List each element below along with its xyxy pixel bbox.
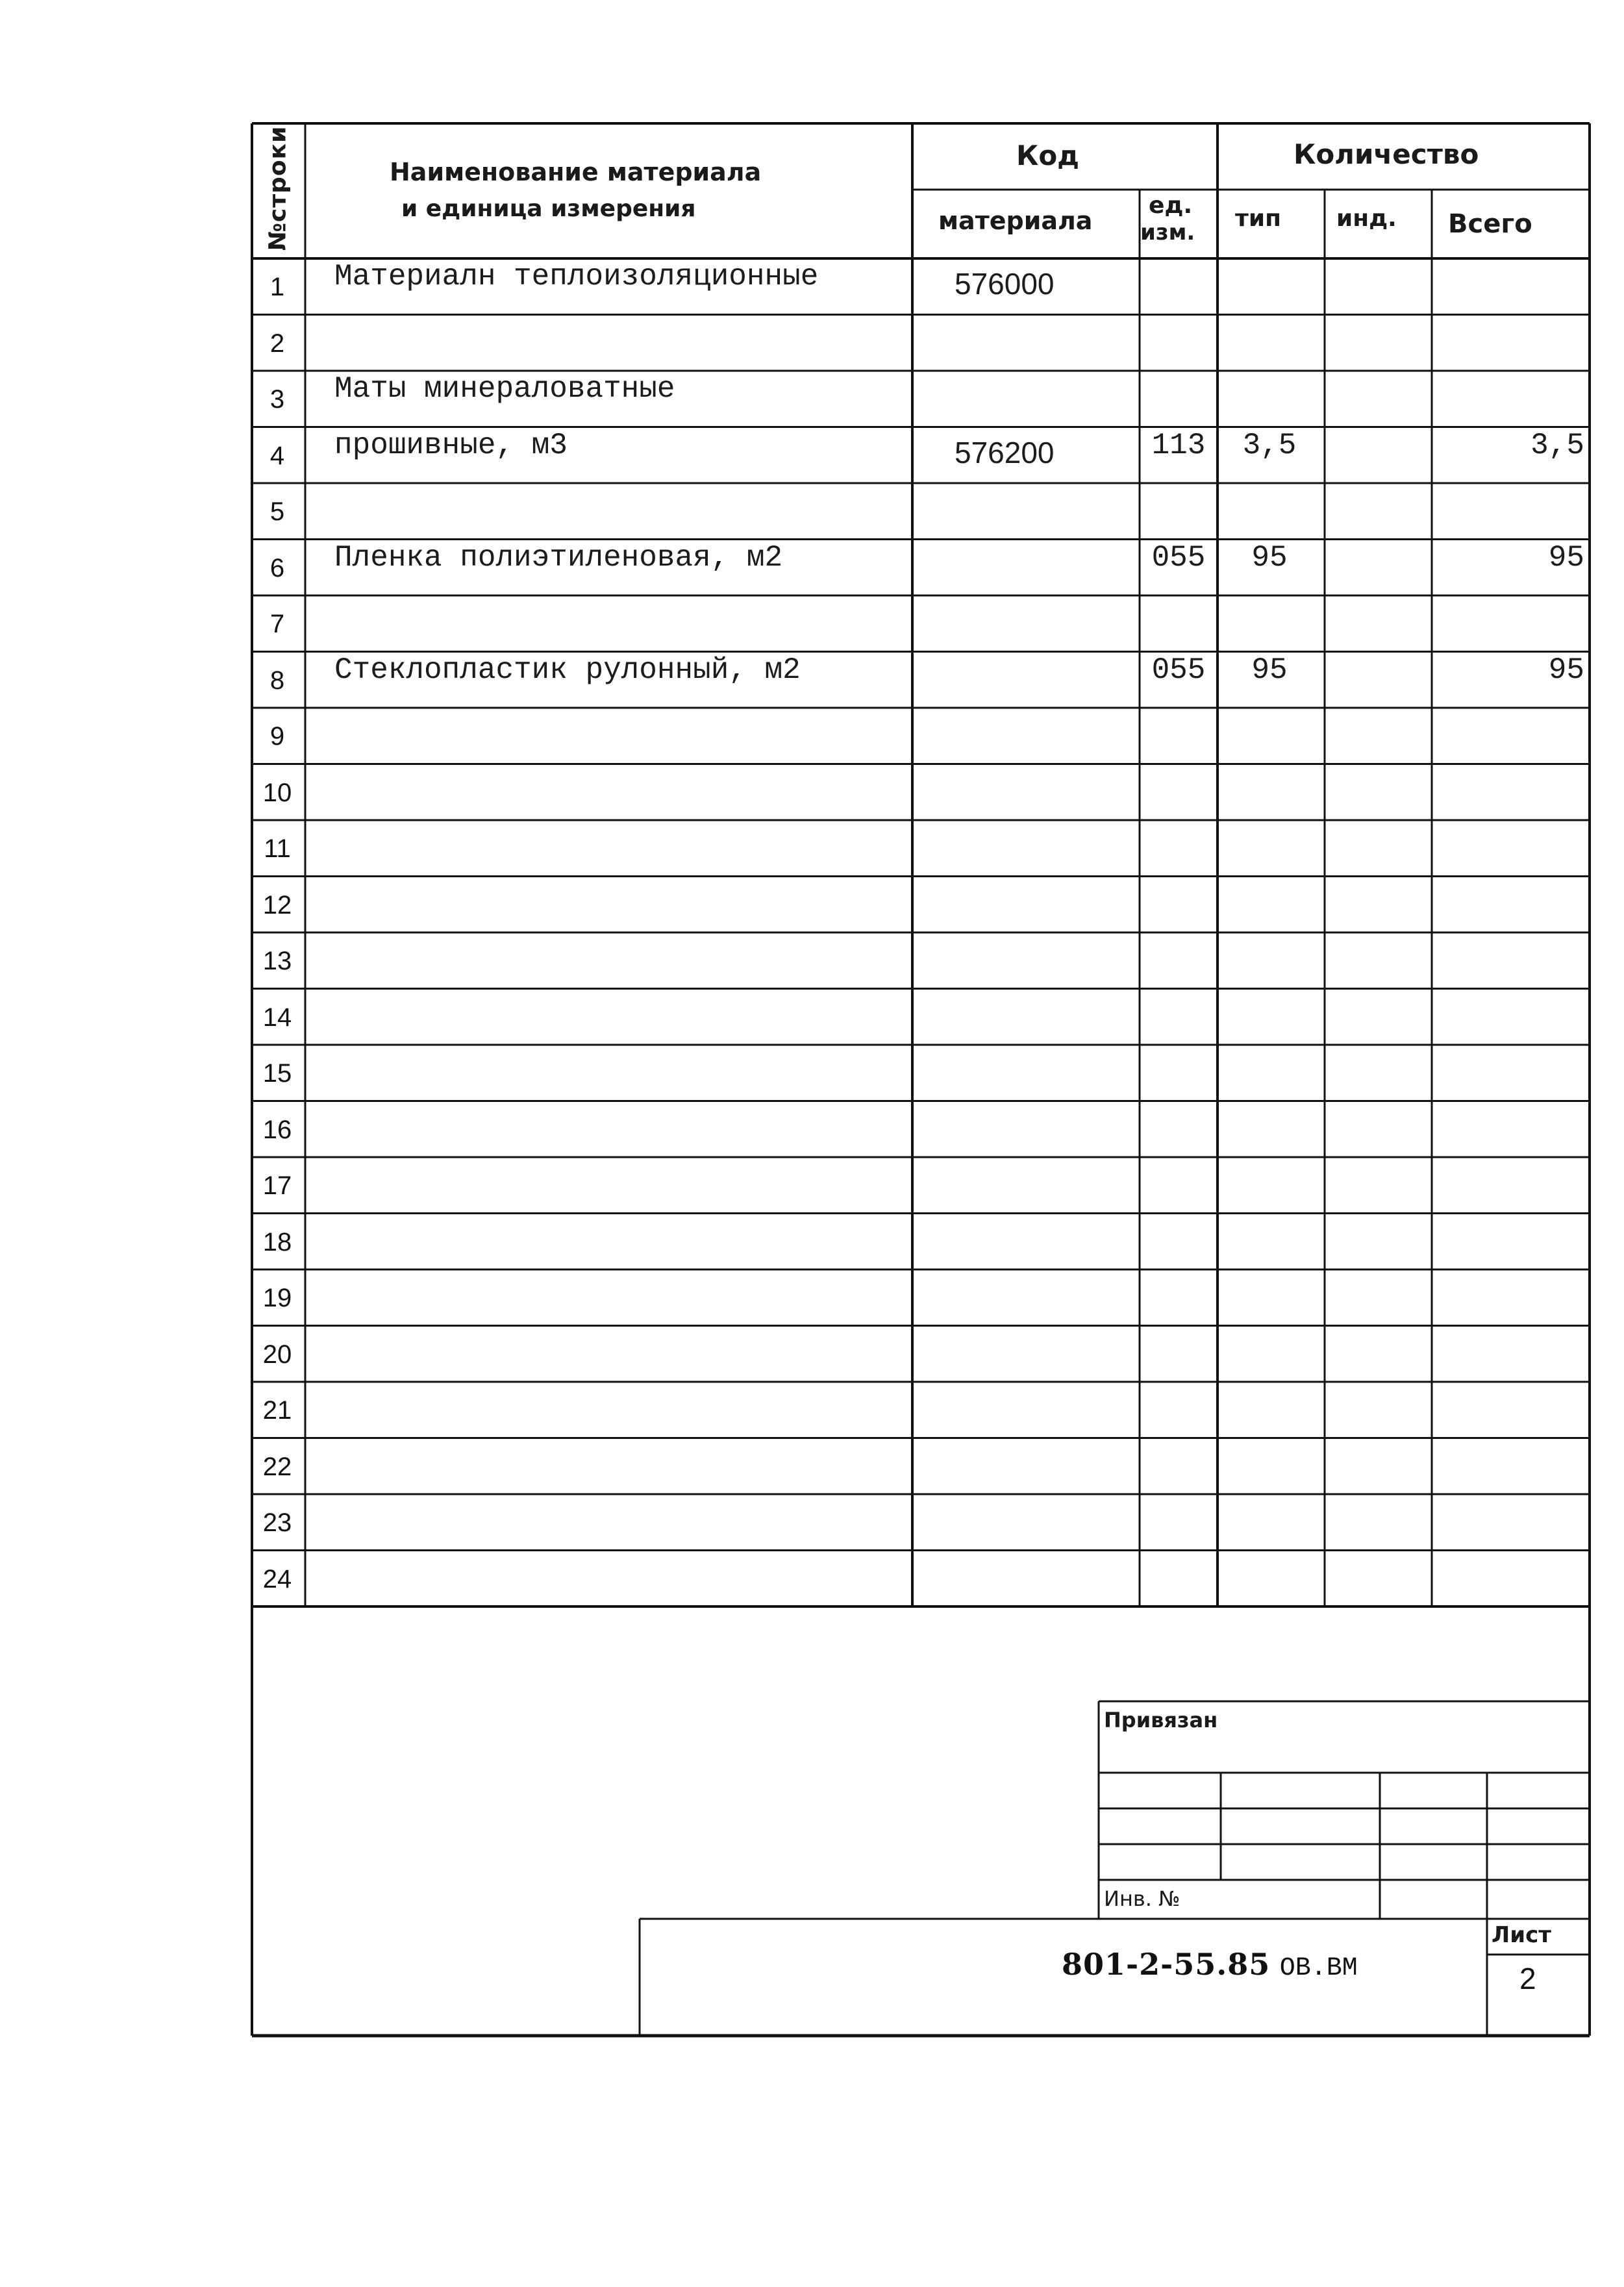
row-number: 14 (262, 1003, 292, 1032)
quantity-type-cell: 95 (1251, 540, 1288, 575)
row-number: 22 (262, 1452, 292, 1481)
quantity-ind-header: инд. (1336, 205, 1397, 232)
row-number: 15 (262, 1059, 292, 1088)
document-code-suffix: ОВ.ВМ (1279, 1954, 1358, 1983)
row-number: 23 (262, 1508, 292, 1537)
row-number: 5 (269, 497, 285, 526)
document-code (1062, 1947, 1358, 1983)
quantity-total-cell: 95 (1548, 540, 1584, 575)
row-number-header: №строки (264, 125, 292, 251)
row-number: 2 (269, 329, 285, 358)
unit-code-cell: 055 (1151, 540, 1206, 575)
row-number: 24 (262, 1564, 292, 1593)
material-name-cell: Материалн теплоизоляционные (334, 260, 819, 294)
material-name-cell: Пленка полиэтиленовая, м2 (334, 540, 783, 575)
row-number: 12 (262, 890, 292, 919)
code-unit-header-line2: изм. (1140, 219, 1195, 245)
document-code-main: 801-2-55.85 (1062, 1947, 1271, 1982)
material-code-cell: 576200 (955, 435, 1055, 469)
row-number: 4 (269, 441, 285, 470)
quantity-total-header: Всего (1448, 209, 1532, 239)
quantity-type-cell: 95 (1251, 653, 1288, 687)
row-number: 9 (269, 722, 285, 751)
row-number: 16 (262, 1115, 292, 1144)
code-header: Код (1016, 140, 1080, 171)
quantity-total-cell: 3,5 (1530, 428, 1584, 462)
row-number: 11 (264, 834, 291, 863)
code-unit-header-line1: ед. (1149, 192, 1193, 219)
code-material-header: материала (938, 206, 1093, 235)
name-column-header-line2: и единица измерения (401, 195, 696, 222)
material-code-cell: 576000 (955, 267, 1055, 301)
name-column-header-line1: Наименование материала (390, 158, 762, 186)
unit-code-cell: 055 (1151, 653, 1206, 687)
row-number: 17 (262, 1171, 292, 1200)
row-number: 20 (262, 1340, 292, 1369)
quantity-total-cell: 95 (1548, 653, 1584, 687)
row-number: 6 (269, 553, 285, 582)
row-number: 18 (262, 1227, 292, 1256)
row-number: 19 (262, 1284, 292, 1312)
quantity-type-cell: 3,5 (1242, 428, 1297, 462)
row-number: 13 (262, 947, 292, 975)
material-name-cell: прошивные, м3 (334, 428, 568, 462)
sheet-number: 2 (1519, 1962, 1536, 1995)
unit-code-cell: 113 (1151, 428, 1206, 462)
row-number: 21 (262, 1396, 292, 1425)
row-number: 7 (269, 610, 285, 638)
material-name-cell: Стеклопластик рулонный, м2 (334, 653, 801, 687)
row-number: 10 (262, 778, 292, 807)
material-name-cell: Маты минераловатные (334, 372, 675, 406)
privyazan-label: Привязан (1104, 1708, 1218, 1732)
quantity-header: Количество (1293, 138, 1479, 170)
row-number: 3 (269, 385, 285, 414)
row-number: 8 (269, 666, 285, 695)
inventory-number-label: Инв. № (1104, 1886, 1181, 1911)
row-number: 1 (269, 273, 285, 301)
sheet-label: Лист (1492, 1922, 1551, 1948)
quantity-type-header: тип (1235, 205, 1281, 232)
